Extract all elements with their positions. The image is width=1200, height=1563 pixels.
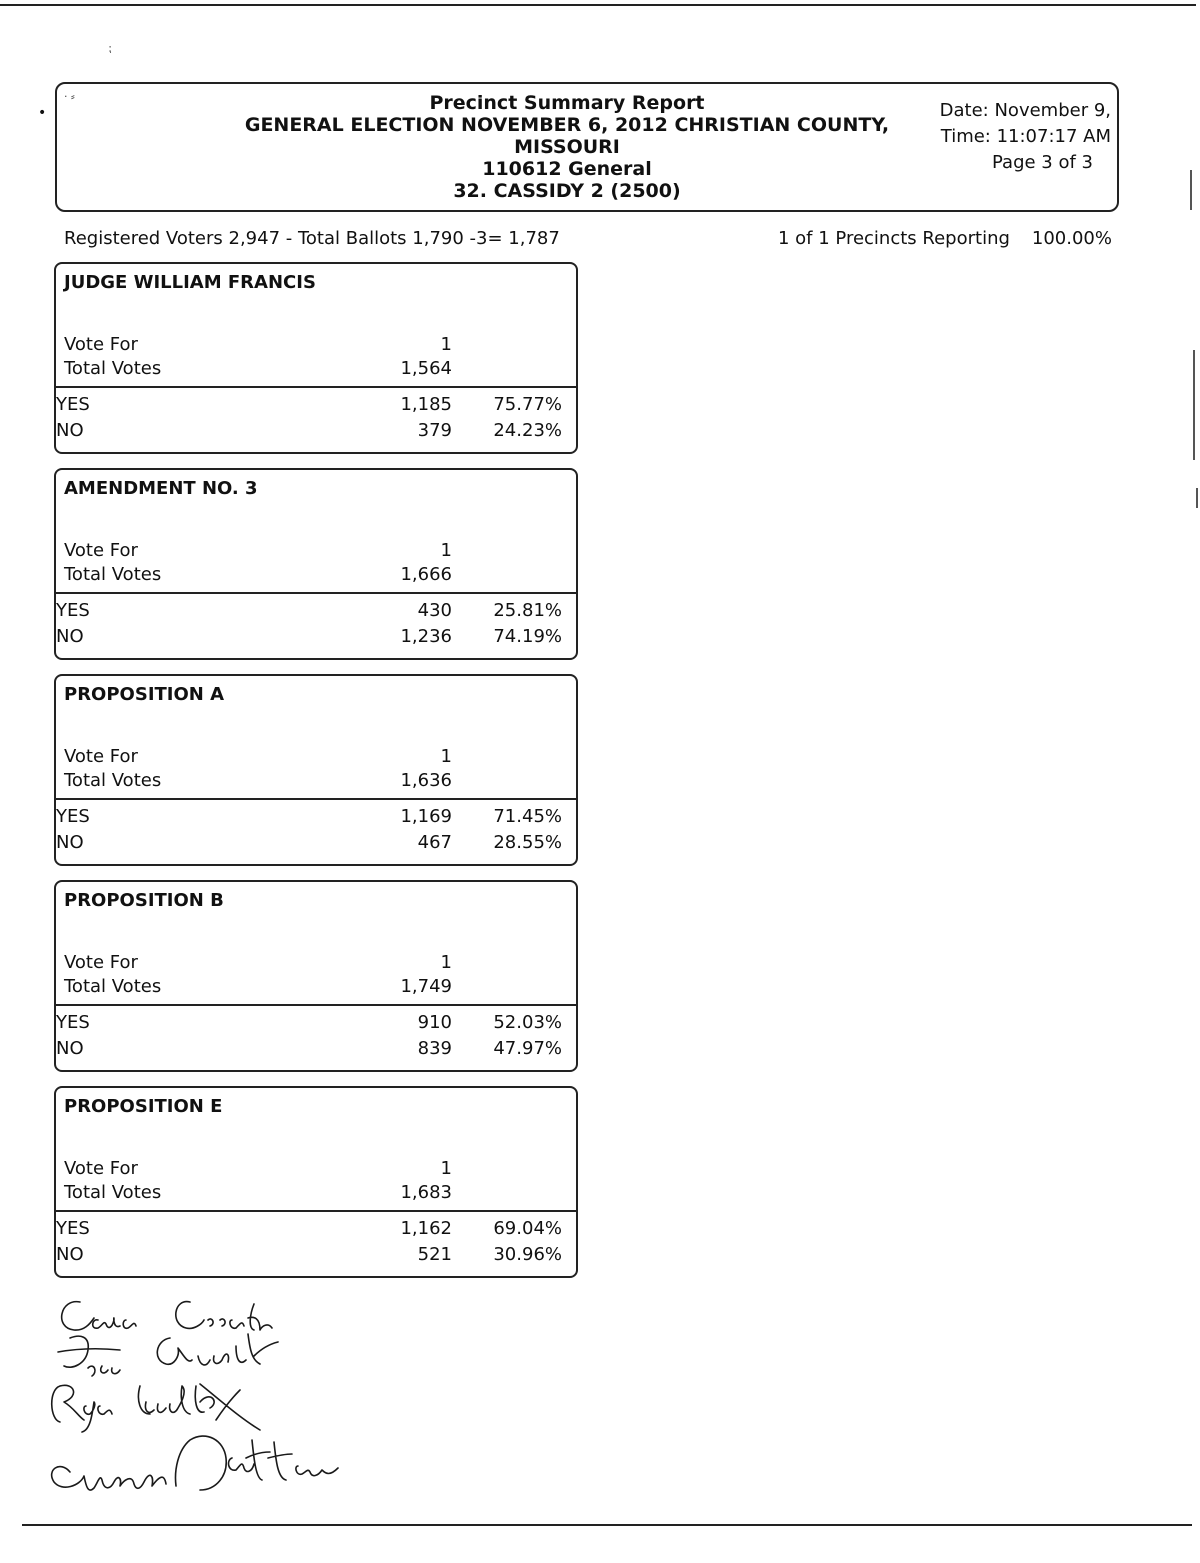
vote-for-row-votes: 1: [440, 540, 452, 561]
contest-box: [54, 468, 578, 660]
choice-row-percent: 24.23%: [493, 420, 562, 441]
handwritten-signatures: [40, 1290, 360, 1520]
choice-row-votes: 430: [417, 600, 452, 621]
precinct-name: 32. CASSIDY 2 (2500): [453, 180, 681, 202]
vote-for-row: [56, 746, 576, 770]
vote-for-row: [56, 334, 576, 358]
election-code: 110612 General: [482, 158, 652, 180]
precincts-reporting-label: 1 of 1 Precincts Reporting: [778, 228, 1010, 249]
scan-edge-top: [0, 4, 1196, 6]
scan-edge-mark: [1196, 488, 1198, 508]
total-votes-row: [56, 770, 576, 794]
choice-row: [56, 806, 576, 830]
contest-title: PROPOSITION B: [64, 890, 224, 911]
contest-title: PROPOSITION A: [64, 684, 225, 705]
contest-box: [54, 262, 578, 454]
contest-box: [54, 1086, 578, 1278]
choice-row-votes: 379: [417, 420, 452, 441]
choice-row-votes: 1,162: [400, 1218, 452, 1239]
precincts-reporting-percent: 100.00%: [1031, 228, 1112, 249]
choice-row-label: NO: [56, 420, 84, 441]
contest-title: AMENDMENT NO. 3: [64, 478, 258, 499]
choice-row-votes: 1,236: [400, 626, 452, 647]
election-name-line1: GENERAL ELECTION NOVEMBER 6, 2012 CHRISTIAN COUNTY,: [244, 114, 890, 136]
contest-title: PROPOSITION E: [64, 1096, 223, 1117]
vote-for-row-votes: 1: [440, 746, 452, 767]
choice-row: [56, 420, 576, 444]
choice-row-label: YES: [56, 1218, 90, 1239]
total-votes-row: [56, 564, 576, 588]
choice-row-percent: 74.19%: [493, 626, 562, 647]
choice-row-percent: 75.77%: [493, 394, 562, 415]
scan-speck: •: [38, 105, 47, 121]
scan-edge-mark: [1190, 170, 1192, 210]
total-votes-row-label: Total Votes: [64, 564, 162, 585]
choice-row-percent: 47.97%: [493, 1038, 562, 1059]
total-votes-row: [56, 1182, 576, 1206]
choice-row-percent: 25.81%: [493, 600, 562, 621]
precincts-reporting: [778, 228, 1112, 249]
vote-for-row-label: Vote For: [64, 334, 138, 355]
contest-box: [54, 674, 578, 866]
vote-for-row: [56, 540, 576, 564]
choice-row-percent: 69.04%: [493, 1218, 562, 1239]
choice-row-votes: 521: [417, 1244, 452, 1265]
choice-row: [56, 394, 576, 418]
scan-edge-bottom: [22, 1524, 1192, 1526]
choice-row-percent: 30.96%: [493, 1244, 562, 1265]
choice-row-label: YES: [56, 1012, 90, 1033]
choice-row: [56, 832, 576, 856]
vote-for-row-votes: 1: [440, 1158, 452, 1179]
vote-for-row-label: Vote For: [64, 746, 138, 767]
report-date: Date: November 9,: [939, 100, 1111, 121]
vote-for-row-label: Vote For: [64, 540, 138, 561]
choice-row: [56, 1218, 576, 1242]
vote-for-row-votes: 1: [440, 952, 452, 973]
contest-box: [54, 880, 578, 1072]
choice-row-percent: 52.03%: [493, 1012, 562, 1033]
choice-row-votes: 910: [417, 1012, 452, 1033]
choice-row: [56, 1012, 576, 1036]
choice-row-label: NO: [56, 832, 84, 853]
contest-divider: [56, 798, 578, 800]
choice-row-label: YES: [56, 806, 90, 827]
total-votes-row: [56, 976, 576, 1000]
total-votes-row-votes: 1,666: [400, 564, 452, 585]
choice-row-votes: 839: [417, 1038, 452, 1059]
total-votes-row: [56, 358, 576, 382]
page-number: Page 3 of 3: [992, 152, 1093, 173]
choice-row-votes: 467: [417, 832, 452, 853]
choice-row: [56, 1038, 576, 1062]
choice-row-votes: 1,169: [400, 806, 452, 827]
choice-row-label: NO: [56, 626, 84, 647]
scan-speck: · ⸗: [64, 90, 75, 103]
header-titles: [227, 92, 907, 202]
scan-edge-mark: [1193, 350, 1195, 460]
contest-divider: [56, 1004, 578, 1006]
total-votes-row-label: Total Votes: [64, 770, 162, 791]
vote-for-row: [56, 952, 576, 976]
choice-row-votes: 1,185: [400, 394, 452, 415]
contest-title: JUDGE WILLIAM FRANCIS: [64, 272, 316, 293]
total-votes-row-votes: 1,683: [400, 1182, 452, 1203]
total-votes-row-label: Total Votes: [64, 976, 162, 997]
choice-row-percent: 28.55%: [493, 832, 562, 853]
choice-row-percent: 71.45%: [493, 806, 562, 827]
vote-for-row: [56, 1158, 576, 1182]
total-votes-row-label: Total Votes: [64, 1182, 162, 1203]
total-votes-row-votes: 1,564: [400, 358, 452, 379]
vote-for-row-label: Vote For: [64, 952, 138, 973]
choice-row: [56, 600, 576, 624]
choice-row-label: YES: [56, 394, 90, 415]
report-title: Precinct Summary Report: [429, 92, 705, 114]
scan-speck: ⁏: [108, 42, 112, 55]
voters-ballots-summary: Registered Voters 2,947 - Total Ballots 1,790 -3= 1,787: [64, 228, 560, 249]
choice-row-label: NO: [56, 1244, 84, 1265]
total-votes-row-label: Total Votes: [64, 358, 162, 379]
contest-divider: [56, 386, 578, 388]
header-meta: [911, 98, 1111, 176]
total-votes-row-votes: 1,749: [400, 976, 452, 997]
total-votes-row-votes: 1,636: [400, 770, 452, 791]
choice-row-label: YES: [56, 600, 90, 621]
choice-row: [56, 626, 576, 650]
contest-divider: [56, 592, 578, 594]
choice-row-label: NO: [56, 1038, 84, 1059]
vote-for-row-votes: 1: [440, 334, 452, 355]
choice-row: [56, 1244, 576, 1268]
election-name-line2: MISSOURI: [514, 136, 620, 158]
report-header: [55, 82, 1119, 212]
vote-for-row-label: Vote For: [64, 1158, 138, 1179]
report-time: Time: 11:07:17 AM: [940, 126, 1111, 147]
contest-divider: [56, 1210, 578, 1212]
